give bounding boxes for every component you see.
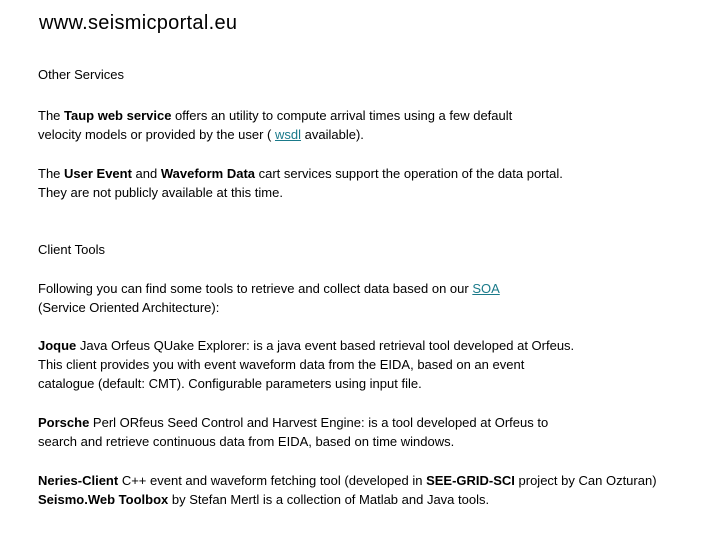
cart-paragraph: [38, 164, 563, 202]
intro-text-1: Following you can find some tools to retrieve and collect data based on our: [38, 281, 473, 296]
taup-service-name: Taup web service: [64, 108, 172, 123]
neries-text-1: C++ event and waveform fetching tool (developed in: [118, 473, 427, 488]
neries-text-2: project by Can Ozturan): [514, 473, 657, 488]
cart-line-2: They are not publicly available at this time.: [38, 185, 283, 200]
seismoweb-toolbox-name: Seismo.Web Toolbox: [38, 492, 169, 507]
joque-name: Joque: [38, 338, 77, 353]
taup-paragraph: [38, 106, 512, 144]
seismoweb-line: [38, 490, 657, 509]
joque-line-1: [38, 336, 574, 355]
taup-text-2: velocity models or provided by the user (: [38, 127, 275, 142]
porsche-line-2: search and retrieve continuous data from EIDA, based on time windows.: [38, 434, 455, 449]
porsche-text-1: Perl ORfeus Seed Control and Harvest Engine: is a tool developed at Orfeus to: [89, 415, 549, 430]
site-title: www.seismicportal.eu: [39, 12, 238, 34]
waveform-data-name: Waveform Data: [160, 166, 256, 181]
other-services-heading: Other Services: [38, 67, 124, 82]
taup-line-1: [38, 106, 512, 125]
soa-link[interactable]: SOA: [472, 281, 500, 296]
wsdl-link[interactable]: wsdl: [275, 127, 302, 142]
intro-line-2: (Service Oriented Architecture):: [38, 300, 220, 315]
intro-line-1: [38, 279, 500, 298]
neries-seismoweb-paragraph: [38, 471, 657, 509]
see-grid-sci-name: SEE-GRID-SCI: [426, 473, 515, 488]
user-event-name: User Event: [64, 166, 132, 181]
taup-text-3: available).: [301, 127, 364, 142]
cart-pre: The: [38, 166, 65, 181]
joque-text-1: Java Orfeus QUake Explorer: is a java event based retrieval tool developed at Orfeus.: [76, 338, 575, 353]
taup-text-1: offers an utility to compute arrival times using a few default: [171, 108, 513, 123]
taup-line-2: [38, 125, 512, 144]
neries-line: [38, 471, 657, 490]
porsche-name: Porsche: [38, 415, 90, 430]
cart-line-1: [38, 164, 563, 183]
taup-pre: The: [38, 108, 65, 123]
porsche-line-1: [38, 413, 548, 432]
cart-text-1: cart services support the operation of the data portal.: [255, 166, 563, 181]
joque-paragraph: [38, 336, 574, 393]
neries-client-name: Neries-Client: [38, 473, 119, 488]
cart-mid: and: [131, 166, 161, 181]
joque-line-2: This client provides you with event waveform data from the EIDA, based on an event: [38, 357, 525, 372]
porsche-paragraph: [38, 413, 548, 451]
joque-line-3: catalogue (default: CMT). Configurable parameters using input file.: [38, 376, 422, 391]
soa-intro-paragraph: [38, 279, 500, 317]
seismoweb-text: by Stefan Mertl is a collection of Matlab and Java tools.: [168, 492, 490, 507]
client-tools-heading: Client Tools: [38, 242, 105, 257]
